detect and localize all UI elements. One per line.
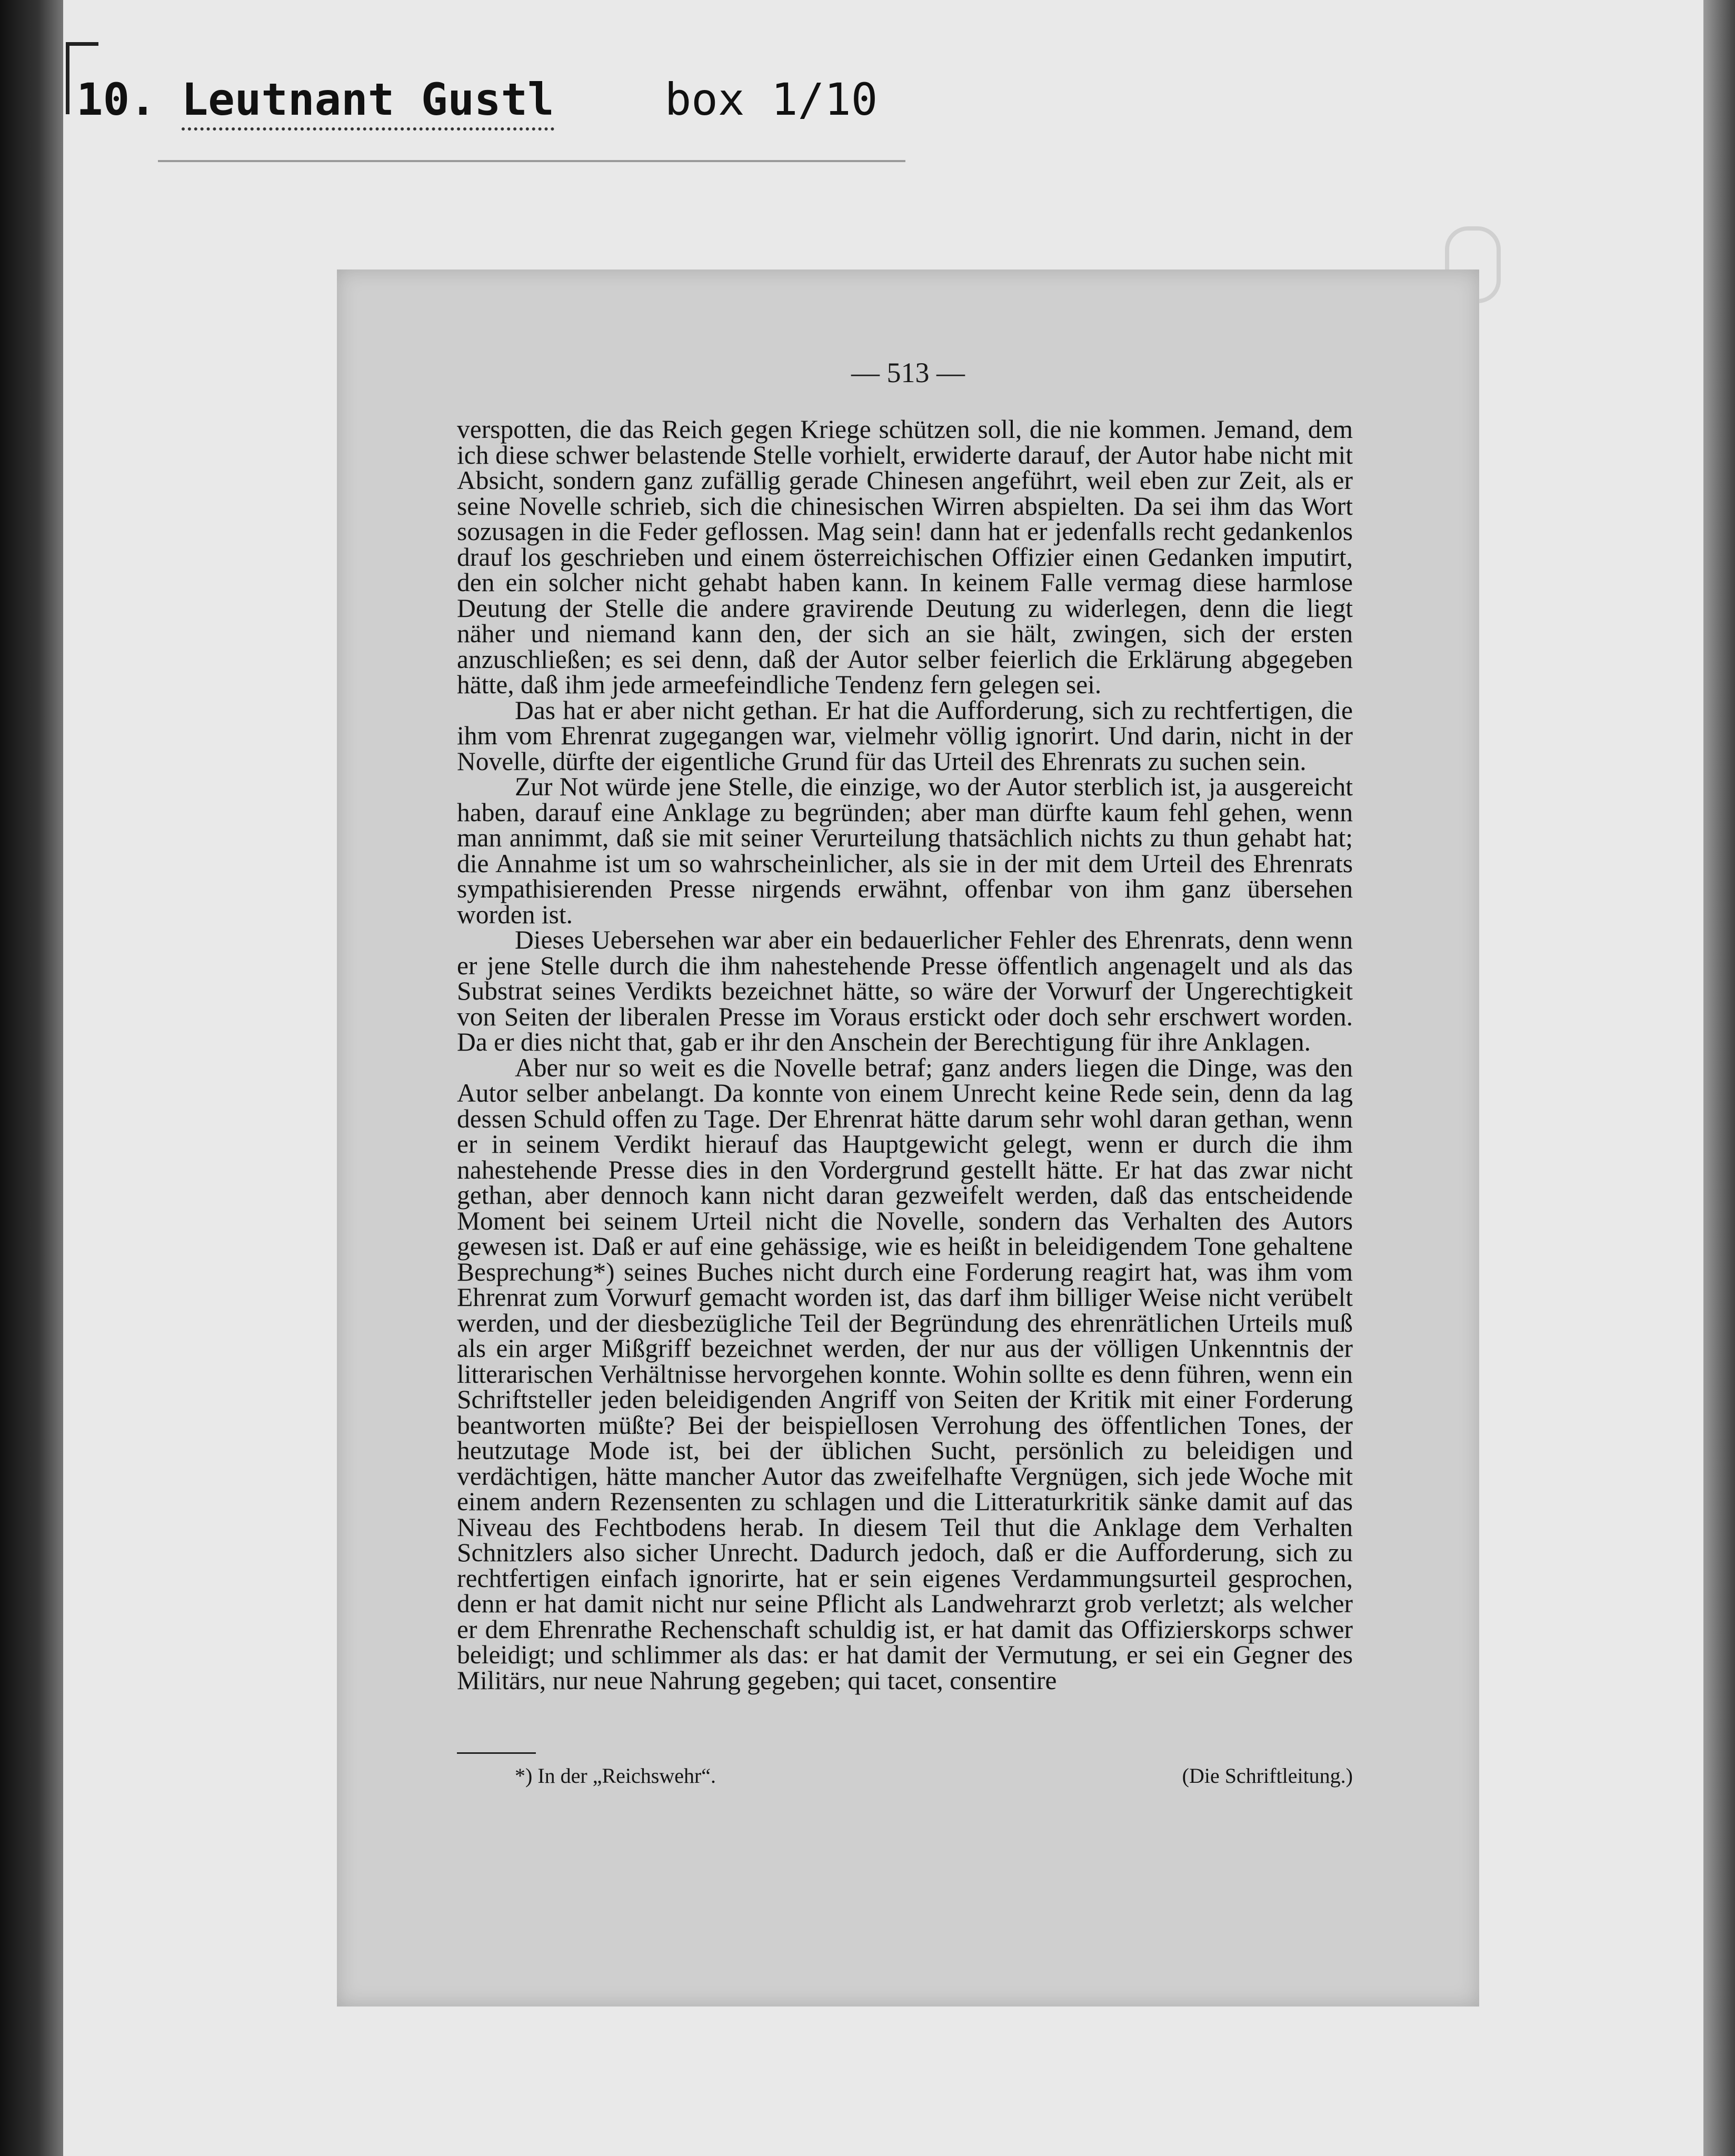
paragraph: verspotten, die das Reich gegen Kriege schützen soll, die nie kommen. Jemand, dem ich diese schwer belastende Stelle vorhielt, erwiderte darauf, der Autor habe nicht mit Absicht, sondern ganz zufällig gerade Chinesen angeführt, weil eben zur Zeit, als er seine Novelle schrieb, sich die chinesischen Wirren abspielten. Da sei ihm das Wort sozusagen in die Feder geflossen. Mag sein! dann hat er jedenfalls recht gedankenlos drauf los geschrieben und einem österreichischen Offizier einen Gedanken imputirt, den ein solcher nicht gehabt haben kann. In keinem Falle vermag diese harmlose Deutung der Stelle die andere gravirende Deutung zu widerlegen, denn die liegt näher und niemand kann den, der sich an sie hält, zwingen, sich der ersten anzuschließen; es sei denn, daß der Autor selber feierlich die Erklärung abgegeben hätte, daß ihm jede armeefeindliche Tendenz fern gelegen sei. — [457, 415, 1353, 699]
footnote-text: *) In der „Reichswehr“. — [515, 1764, 716, 1788]
paragraph: Das hat er aber nicht gethan. Er hat die Aufforderung, sich zu rechtfertigen, die ihm vom Ehrenrat zugegangen war, vielmehr völlig ignorirt. Und darin, nicht in der Novelle, dürfte der eigentliche Grund für das Urteil des Ehrenrats zu suchen sein. — [457, 695, 1353, 776]
header-rule — [158, 160, 905, 162]
footnote — [457, 1763, 1353, 1795]
document-page — [337, 270, 1479, 2007]
folder-title: Leutnant Gustl — [182, 74, 554, 131]
paragraph: Dieses Uebersehen war aber ein bedauerlicher Fehler des Ehrenrats, denn wenn er jene Stelle durch die ihm nahestehende Presse öffentlich angenagelt und als das Substrat seines Verdikts bezeichnet hätte, so wäre der Vorwurf der Ungerechtigkeit von Seiten der liberalen Presse im Voraus erstickt oder doch sehr erschwert worden. Da er dies nicht that, gab er ihr den Anschein der Berechtigung für ihre Anklagen. — [457, 925, 1353, 1056]
footnote-rule — [457, 1752, 536, 1754]
paragraph: Aber nur so weit es die Novelle betraf; ganz anders liegen die Dinge, was den Autor selber anbelangt. Da konnte von einem Unrecht keine Rede sein, denn da lag dessen Schuld offen zu Tage. Der Ehrenrat hätte darum sehr wohl daran gethan, wenn er in seinem Verdikt hierauf das Hauptgewicht gelegt, wenn er durch die ihm nahestehende Presse dies in den Vordergrund gestellt hätte. Er hat das zwar nicht gethan, aber dennoch kann nicht daran gezweifelt werden, daß das entscheidende Moment bei seinem Urteil nicht die Novelle, sondern das Verhalten des Autors gewesen ist. Daß er auf eine gehässige, wie es heißt in beleidigendem Tone gehaltene Besprechung*) seines Buches nicht durch eine Forderung reagirt hat, was ihm vom Ehrenrat zum Vorwurf gemacht worden ist, das darf ihm billiger Weise nicht verübelt werden, und der diesbezügliche Teil der Begründung des ehrenrätlichen Urteils muß als ein arger Mißgriff bezeichnet werden, der nur aus der völligen Unkenntnis der litterarischen Verhältnisse hervorgehen konnte. Wohin sollte es denn führen, wenn ein Schriftsteller jeden beleidigenden Angriff von Seiten der Kritik mit einer Forderung beantworten müßte? Bei der beispiellosen Verrohung des öffentlichen Tones, der heutzutage Mode ist, bei der üblichen Sucht, persönlich zu beleidigen und verdächtigen, hätte mancher Autor das zweifelhafte Vergnügen, sich jede Woche mit einem andern Rezensenten zu schlagen und die Litteraturkritik sänke damit auf das Niveau des Fechtbodens herab. In diesem Teil thut die Anklage dem Verhalten Schnitzlers also sicher Unrecht. Dadurch jedoch, daß er die Aufforderung, sich zu rechtfertigen einfach ignorirte, hat er sein eigenes Verdammungsurteil gesprochen, denn er hat damit nicht nur seine Pflicht als Landwehrarzt grob verletzt; als welcher er dem Ehrenrathe Rechenschaft schuldig ist, er hat damit das Offizierskorps schwer beleidigt; und schlimmer als das: er hat damit der Vermutung, er sei ein Gegner des Militärs, nur neue Nahrung gegeben; qui tacet, consentire — [457, 1053, 1353, 1695]
footnote-credit: (Die Schriftleitung.) — [1182, 1764, 1353, 1788]
page-number: — 513 — — [851, 357, 965, 388]
folder-number: 10. — [76, 74, 156, 125]
archive-header — [76, 74, 878, 137]
scanner-border-right — [1703, 0, 1735, 2156]
box-label: box 1/10 — [664, 74, 878, 125]
body-text — [457, 417, 1353, 1693]
paragraph: Zur Not würde jene Stelle, die einzige, wo der Autor sterblich ist, ja ausgereicht haben, darauf eine Anklage zu begründen; aber man dürfte kaum fehl gehen, wenn man annimmt, daß sie mit seiner Verurteilung thatsächlich nichts zu thun gehabt hat; die Annahme ist um so wahrscheinlicher, als sie in der mit dem Urteil des Ehrenrats sympathisierenden Presse nirgends erwähnt, offenbar von ihm ganz übersehen worden ist. — [457, 772, 1353, 929]
scanner-border-left — [0, 0, 63, 2156]
